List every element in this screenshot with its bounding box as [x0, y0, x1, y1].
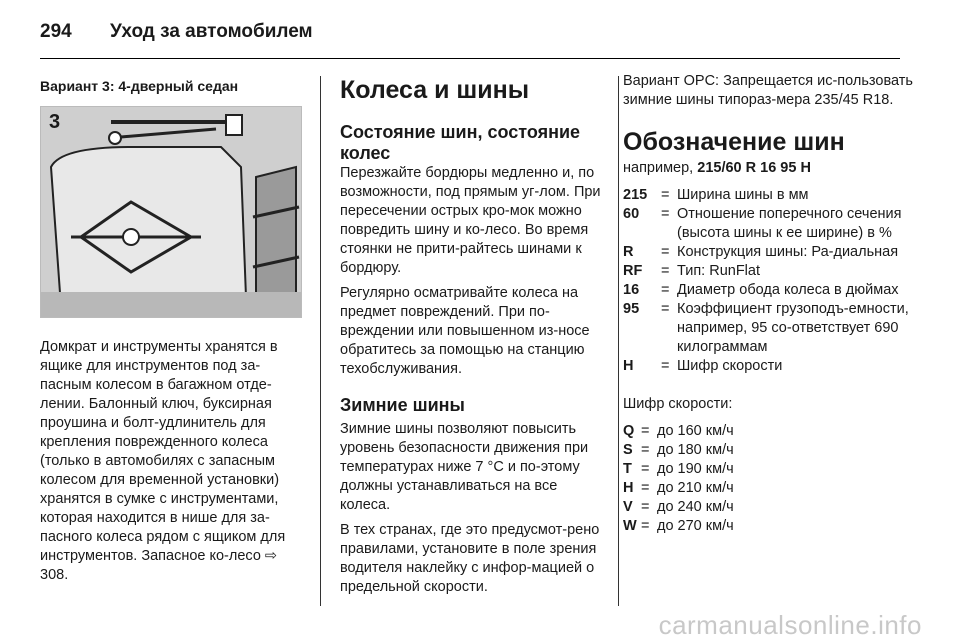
speed-eq: =	[641, 499, 650, 515]
definition-row	[623, 281, 913, 300]
speed-eq: =	[641, 442, 650, 458]
def-value: Тип: RunFlat	[677, 263, 760, 279]
section-heading-tyre-designation: Обозначение шин	[623, 128, 845, 156]
def-eq: =	[661, 206, 670, 222]
trunk-illustration	[41, 107, 302, 318]
speed-row	[623, 479, 913, 498]
example-prefix: например,	[623, 160, 698, 176]
speed-eq: =	[641, 480, 650, 496]
speed-row	[623, 422, 913, 441]
definition-row	[623, 243, 913, 262]
designation-definitions	[623, 186, 913, 376]
paragraph-inspect: Регулярно осматривайте колеса на предмет повреждений. При по-вреждении или повышенном из-носе обратитесь за помощью на станцию техобслуживания.	[340, 285, 590, 377]
tools-storage-text: Домкрат и инструменты хранятся в ящике для инструментов под за-пасным колесом в багажном отде-лении. Балонный ключ, буксирная проушина и болт-удлинитель для крепления поврежденного колеса (только в автомобилях с запасным колесом для временной установки) хранятся в сумке с инструментами, которая находится в нише для за-пасного колеса рядом с ящиком для инструментов. Запасное ко-лесо ⇨ 308.	[40, 339, 286, 583]
speed-key: W	[623, 518, 637, 534]
def-value: Коэффициент грузоподъ-емности, например, 95 со-ответствует 690 килограммам	[677, 301, 909, 355]
definition-row	[623, 205, 913, 243]
def-key: H	[623, 358, 634, 374]
column-right	[623, 62, 913, 536]
def-key: 95	[623, 301, 640, 317]
speed-key: S	[623, 442, 633, 458]
speed-key: T	[623, 461, 632, 477]
def-value: Конструкция шины: Ра-диальная	[677, 244, 899, 260]
speed-index-label: Шифр скорости:	[623, 396, 733, 412]
speed-row	[623, 460, 913, 479]
def-eq: =	[661, 244, 670, 260]
figure-caption: Вариант 3: 4-дверный седан	[40, 78, 239, 94]
section-heading-wheels-tyres: Колеса и шины	[340, 76, 530, 104]
definition-row	[623, 186, 913, 205]
paragraph-curbs: Перезжайте бордюры медленно и, по возможности, под прямым уг-лом. При пересечении острых кро-мок можно повредить шину и ко-лесо. Во время стоянки не прити-райтесь шинами к бордюру.	[340, 165, 601, 276]
speed-value: до 270 км/ч	[657, 518, 734, 534]
speed-row	[623, 517, 913, 536]
page-number: 294	[40, 21, 72, 42]
paragraph-winter-safety: Зимние шины позволяют повысить уровень безопасности движения при температурах ниже 7 °C и по-этому должны устанавливаться на все колеса.	[340, 421, 589, 513]
def-key: 60	[623, 206, 640, 222]
def-eq: =	[661, 263, 670, 279]
def-value: Ширина шины в мм	[677, 187, 809, 203]
speed-value: до 180 км/ч	[657, 442, 734, 458]
speed-value: до 240 км/ч	[657, 499, 734, 515]
speed-eq: =	[641, 518, 650, 534]
column-middle	[340, 62, 605, 597]
designation-example	[623, 160, 913, 176]
def-value: Шифр скорости	[677, 358, 783, 374]
header-divider	[40, 58, 900, 59]
page-header	[40, 12, 313, 52]
column-divider-1	[320, 76, 321, 606]
definition-row	[623, 300, 913, 357]
def-eq: =	[661, 187, 670, 203]
subheading-tyre-condition: Состояние шин, состояние колес	[340, 122, 581, 163]
page-title: Уход за автомобилем	[110, 21, 313, 42]
def-value: Отношение поперечного сечения (высота шины к ее ширине) в %	[677, 206, 902, 241]
paragraph-speed-sticker: В тех странах, где это предусмот-рено правилами, установите в поле зрения водителя наклейку с инфор-мацией о предельной скорости.	[340, 522, 600, 595]
speed-key: Q	[623, 423, 635, 439]
speed-key: H	[623, 480, 634, 496]
def-eq: =	[661, 358, 670, 374]
speed-key: V	[623, 499, 633, 515]
definition-row	[623, 262, 913, 281]
column-left	[40, 62, 305, 585]
def-value: Диаметр обода колеса в дюймах	[677, 282, 899, 298]
def-key: RF	[623, 263, 643, 279]
definition-row	[623, 357, 913, 376]
speed-row	[623, 441, 913, 460]
watermark-text: carmanualsonline.info	[658, 610, 922, 640]
def-key: 215	[623, 187, 648, 203]
example-code: 215/60 R 16 95 H	[697, 160, 811, 176]
speed-value: до 190 км/ч	[657, 461, 734, 477]
def-key: 16	[623, 282, 640, 298]
paragraph-opc: Вариант OPC: Запрещается ис-пользовать зимние шины типораз-мера 235/45 R18.	[623, 73, 913, 108]
trunk-tools-figure	[40, 106, 302, 318]
def-eq: =	[661, 282, 670, 298]
speed-eq: =	[641, 461, 650, 477]
speed-value: до 160 км/ч	[657, 423, 734, 439]
column-divider-2	[618, 76, 619, 606]
figure-label: 3	[49, 111, 61, 133]
def-key: R	[623, 244, 634, 260]
speed-value: до 210 км/ч	[657, 480, 734, 496]
speed-row	[623, 498, 913, 517]
speed-index-list	[623, 422, 913, 536]
def-eq: =	[661, 301, 670, 317]
subheading-winter-tyres: Зимние шины	[340, 395, 465, 415]
speed-eq: =	[641, 423, 650, 439]
